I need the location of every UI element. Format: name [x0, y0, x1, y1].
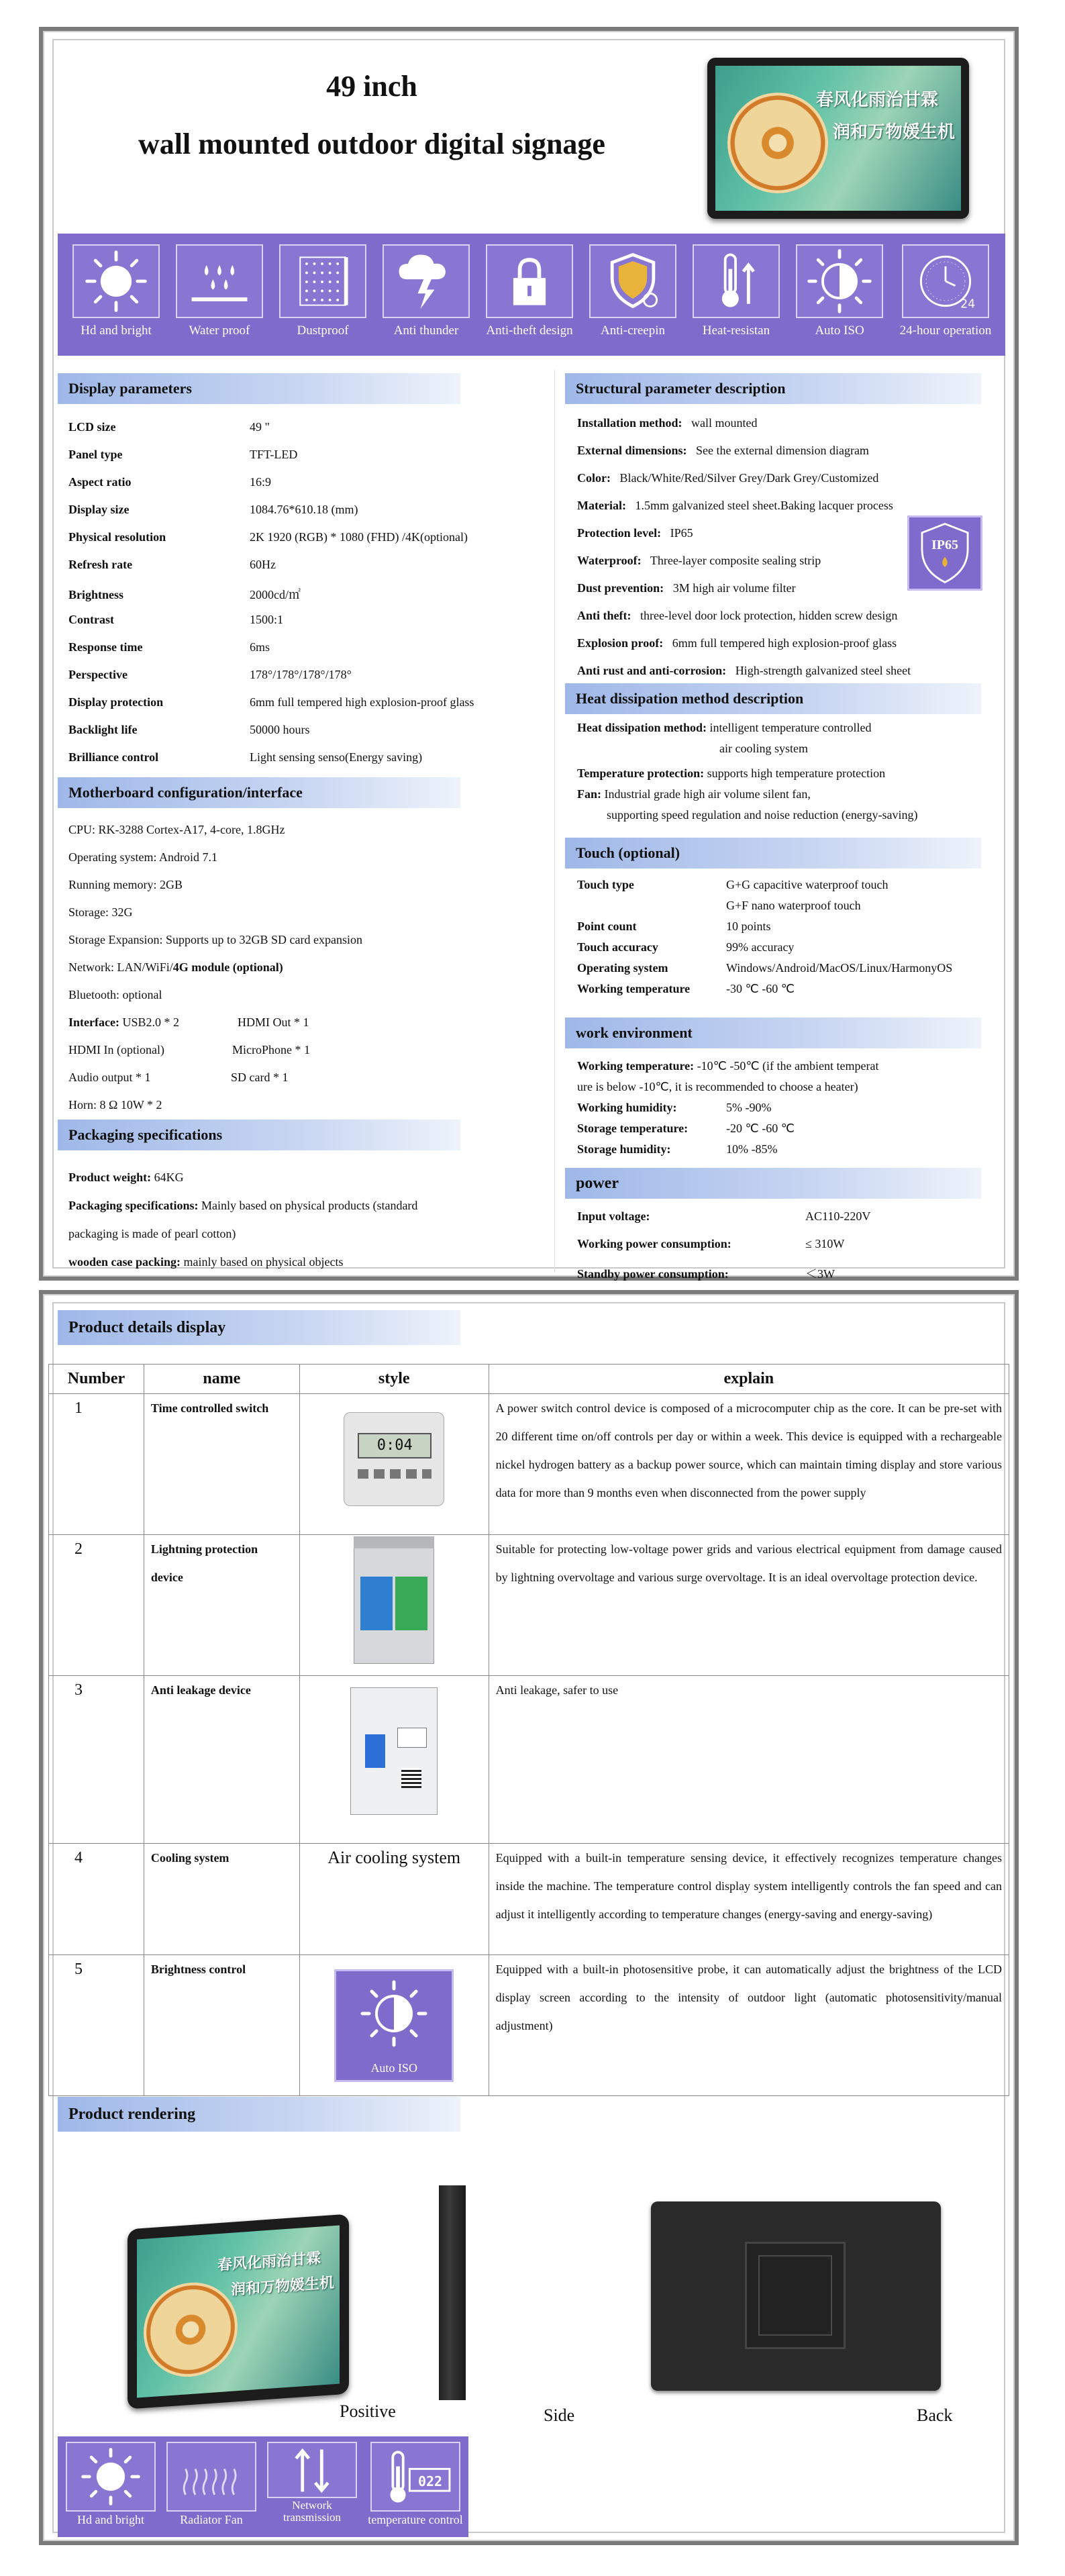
os-row: Operating system: Android 7.1	[68, 850, 217, 864]
feature-network	[264, 2442, 360, 2524]
structural-param-row	[577, 499, 893, 513]
heat-method-row	[577, 721, 871, 735]
positive-view-image	[128, 2214, 349, 2409]
feature-label: Anti thunder	[393, 324, 459, 338]
feature-label: Network transmission	[283, 2499, 341, 2524]
display-param-row	[68, 503, 358, 517]
touch-accuracy-label: Touch accuracy	[577, 940, 658, 954]
display-param-row	[68, 750, 422, 764]
column-header-style: style	[299, 1365, 489, 1394]
sun-icon	[67, 2443, 154, 2510]
table-header-row	[49, 1365, 1009, 1394]
env-humidity-value: 5% -90%	[726, 1101, 772, 1114]
param-label: Brilliance control	[68, 750, 159, 764]
touch-temp-value: -30 ℃ -60 ℃	[726, 982, 795, 995]
water-drops-icon	[177, 246, 262, 317]
feature-anti-creepin	[585, 244, 680, 338]
row-number: 5	[49, 1955, 144, 2096]
structural-param-row	[577, 471, 878, 485]
env-temp-row2: ure is below -10℃, it is recommended to choose a heater)	[577, 1080, 858, 1093]
product-details-heading: Product details display	[58, 1310, 460, 1345]
param-value: 2000cd/㎡	[250, 588, 301, 601]
sd-row: SD card * 1	[231, 1071, 289, 1084]
param-value: 50000 hours	[250, 723, 310, 736]
side-label: Side	[544, 2406, 575, 2425]
feature-temperature-control	[365, 2442, 466, 2527]
wooden-case-row	[68, 1255, 343, 1269]
display-params-heading: Display parameters	[58, 373, 460, 404]
feature-dustproof	[275, 244, 370, 338]
table-row	[49, 1535, 1009, 1676]
env-temp-label: Working temperature:	[577, 1059, 695, 1073]
param-value: 60Hz	[250, 558, 276, 571]
touch-temp-label: Working temperature	[577, 982, 691, 995]
row-style	[299, 1394, 489, 1535]
timer-lcd: 0:04	[358, 1433, 432, 1458]
touch-accuracy-value: 99% accuracy	[726, 940, 795, 954]
feature-hd-bright	[63, 2442, 158, 2527]
display-param-row	[68, 640, 270, 654]
ip65-badge	[907, 515, 982, 591]
param-value: High-strength galvanized steel sheet	[735, 664, 911, 677]
temp-digits: 022	[417, 2473, 443, 2489]
back-view-image	[651, 2201, 941, 2391]
param-label: Protection level:	[577, 526, 662, 540]
touch-point-label: Point count	[577, 920, 637, 933]
lock-icon	[487, 246, 572, 317]
touch-os-label: Operating system	[577, 961, 668, 975]
param-value: TFT-LED	[250, 448, 298, 461]
row-style	[299, 1955, 489, 2096]
param-value: Black/White/Red/Silver Grey/Dark Grey/Customized	[619, 471, 879, 485]
row-name: Cooling system	[144, 1844, 299, 1955]
touch-type-row	[577, 878, 889, 892]
display-param-row	[68, 613, 283, 627]
column-header-number: Number	[49, 1365, 144, 1394]
row-explain: Equipped with a built-in photosensitive probe, it can automatically adjust the brightness of the LCD display screen according to the intensity of outdoor light (automatic photosensitivity/manual adjustment)	[489, 1955, 1009, 2096]
row-explain: Suitable for protecting low-voltage power grids and various electrical equipment from damage caused by lightning overvoltage and various surge overvoltage. It is an ideal overvoltage protection device.	[489, 1535, 1009, 1676]
param-label: Installation method:	[577, 416, 682, 430]
screen-text-1: 春风化雨治甘霖	[816, 90, 939, 110]
param-label: Color:	[577, 471, 611, 485]
param-label: LCD size	[68, 420, 116, 434]
screen-text-1: 春风化雨治甘霖	[217, 2249, 321, 2275]
power-row	[577, 1265, 835, 1282]
signage-screen	[715, 66, 961, 211]
feature-heat-resistan	[689, 244, 784, 338]
packaging-heading: Packaging specifications	[58, 1120, 460, 1150]
fan-label: Fan:	[577, 787, 601, 801]
row-style	[299, 1676, 489, 1844]
lightning-cloud-icon	[384, 246, 468, 317]
feature-label: Auto ISO	[815, 324, 864, 338]
product-details-table	[48, 1364, 1009, 2096]
param-label: External dimensions:	[577, 444, 687, 457]
param-value: 3M high air volume filter	[672, 581, 796, 595]
param-label: Perspective	[68, 668, 128, 681]
ip65-badge-label: IP65	[931, 538, 958, 552]
title-line1: 49 inch	[326, 70, 417, 103]
structural-param-row	[577, 416, 758, 430]
param-value: 6mm full tempered high explosion-proof glass	[250, 695, 474, 709]
param-label: Panel type	[68, 448, 123, 461]
row-explain: Equipped with a built-in temperature sensing device, it effectively recognizes temperature changes inside the machine. The temperature control display system intelligently controls the fan speed and can adjust it intelligently according to temperature changes (energy-saving and energy-saving)	[489, 1844, 1009, 1955]
param-label: Contrast	[68, 613, 114, 626]
feature-label: temperature control	[368, 2513, 463, 2526]
param-label: Anti theft:	[577, 609, 631, 622]
fan-value: Industrial grade high air volume silent fan,	[604, 787, 811, 801]
param-label: Backlight life	[68, 723, 138, 736]
feature-label: Anti-creepin	[600, 324, 665, 338]
feature-label: 24-hour operation	[899, 324, 992, 338]
param-value: 1.5mm galvanized steel sheet.Baking lacquer process	[635, 499, 893, 512]
shield-icon	[591, 246, 675, 317]
param-value: 1084.76*610.18 (mm)	[250, 503, 358, 516]
param-label: Standby power consumption:	[577, 1267, 729, 1281]
row-number: 3	[49, 1676, 144, 1844]
storage-temp-value: -20 ℃ -60 ℃	[726, 1122, 795, 1135]
heat-method-label: Heat dissipation method:	[577, 721, 707, 734]
touch-type-value: G+G capacitive waterproof touch	[726, 878, 889, 891]
timer-buttons	[358, 1469, 432, 1479]
feature-label: Dustproof	[297, 324, 349, 338]
side-view-image	[439, 2185, 466, 2400]
fan-graphic	[144, 2279, 238, 2380]
storage-row: Storage: 32G	[68, 905, 133, 919]
env-humidity-row	[577, 1101, 771, 1115]
packaging-spec-row2: packaging is made of pearl cotton)	[68, 1227, 236, 1240]
row-explain: A power switch control device is composed of a microcomputer chip as the core. It can be pre-set with 20 different time on/off controls per day or within a week. This device is equipped with a rechargeable nickel hydrogen battery as a backup power source, which can maintain timing display and store various data for more than 9 months even when disconnected from the power supply	[489, 1394, 1009, 1535]
param-value: ＜3W	[805, 1267, 835, 1281]
network-row	[68, 960, 283, 975]
param-value: See the external dimension diagram	[696, 444, 869, 457]
feature-water-proof	[172, 244, 267, 338]
structural-param-row	[577, 609, 897, 623]
table-row	[49, 1394, 1009, 1535]
touch-heading: Touch (optional)	[565, 838, 981, 869]
touch-point-row	[577, 920, 771, 934]
param-label: Working power consumption:	[577, 1237, 731, 1250]
param-label: Display protection	[68, 695, 164, 709]
ram-row: Running memory: 2GB	[68, 878, 183, 891]
param-value: 16:9	[250, 475, 272, 489]
row-name: Time controlled switch	[144, 1394, 299, 1535]
touch-type-row2: G+F nano waterproof touch	[726, 899, 861, 912]
storage-humidity-value: 10% -85%	[726, 1142, 778, 1156]
storage-humidity-row	[577, 1142, 777, 1156]
timer-switch-image	[344, 1412, 444, 1506]
touch-type-label: Touch type	[577, 878, 634, 891]
param-label: Explosion proof:	[577, 636, 664, 650]
heat-method-row2: air cooling system	[719, 742, 808, 755]
param-label: Display size	[68, 503, 130, 516]
network-arrows-icon	[268, 2443, 356, 2497]
display-param-row	[68, 475, 271, 489]
microphone-row: MicroPhone * 1	[232, 1043, 310, 1056]
feature-anti-thunder	[378, 244, 474, 338]
param-value: wall mounted	[691, 416, 758, 430]
param-label: Physical resolution	[68, 530, 166, 544]
row-name: Anti leakage device	[144, 1676, 299, 1844]
structural-param-row	[577, 664, 911, 678]
param-value: Light sensing senso(Energy saving)	[250, 750, 423, 764]
touch-accuracy-row	[577, 940, 794, 954]
touch-temp-row	[577, 982, 795, 996]
touch-point-value: 10 points	[726, 920, 771, 933]
power-row	[577, 1237, 844, 1251]
feature-label: Anti-theft design	[486, 324, 573, 338]
svg-text:24: 24	[960, 297, 976, 311]
param-label: Input voltage:	[577, 1209, 650, 1223]
column-header-explain: explain	[489, 1365, 1009, 1394]
display-param-row	[68, 558, 276, 572]
structural-param-row	[577, 636, 897, 650]
title-line2: wall mounted outdoor digital signage	[138, 128, 605, 160]
structural-param-row	[577, 554, 821, 568]
heat-heading: Heat dissipation method description	[565, 683, 981, 714]
screen-text-2: 润和万物媛生机	[833, 122, 956, 142]
row-number: 2	[49, 1535, 144, 1676]
bottom-feature-bar	[58, 2436, 468, 2537]
row-style: Air cooling system	[299, 1844, 489, 1955]
fan-graphic	[727, 93, 828, 193]
param-value: Three-layer composite sealing strip	[650, 554, 821, 567]
param-label: Material:	[577, 499, 626, 512]
param-label: Anti rust and anti-corrosion:	[577, 664, 727, 677]
display-param-row	[68, 723, 310, 737]
auto-iso-badge	[334, 1969, 454, 2082]
param-value: 6mm full tempered high explosion-proof glass	[672, 636, 897, 650]
env-humidity-label: Working humidity:	[577, 1101, 677, 1114]
row-number: 1	[49, 1394, 144, 1535]
param-label: Waterproof:	[577, 554, 642, 567]
hdmi-out-row: HDMI Out * 1	[238, 1015, 309, 1029]
feature-label: Radiator Fan	[180, 2513, 243, 2526]
temp-protection-row	[577, 766, 885, 781]
param-label: Dust prevention:	[577, 581, 664, 595]
table-row	[49, 1955, 1009, 2096]
structural-param-row	[577, 581, 796, 595]
table-row	[49, 1844, 1009, 1955]
param-label: Response time	[68, 640, 143, 654]
environment-heading: work environment	[565, 1018, 981, 1048]
feature-label: Hd and bright	[81, 324, 152, 338]
dust-grid-icon	[281, 246, 365, 317]
param-label: Refresh rate	[68, 558, 133, 571]
wood-label: wooden case packing:	[68, 1255, 181, 1269]
interface-row	[68, 1015, 179, 1030]
env-temp-value: -10℃ -50℃ (if the ambient temperat	[697, 1059, 879, 1073]
half-sun-icon	[797, 246, 882, 317]
param-value: three-level door lock protection, hidden screw design	[640, 609, 898, 622]
param-value: 2K 1920 (RGB) * 1080 (FHD) /4K(optional)	[250, 530, 468, 544]
bluetooth-row: Bluetooth: optional	[68, 988, 162, 1001]
row-explain: Anti leakage, safer to use	[489, 1676, 1009, 1844]
row-name: Lightning protection device	[144, 1535, 299, 1676]
feature-radiator-fan	[164, 2442, 259, 2527]
interface-value: USB2.0 * 2	[122, 1015, 179, 1029]
structural-heading: Structural parameter description	[565, 373, 981, 404]
row-number: 4	[49, 1844, 144, 1955]
column-divider	[554, 370, 555, 1273]
leakage-breaker-image	[350, 1681, 438, 1828]
feature-label: Water proof	[189, 324, 250, 338]
ip65-shield-icon	[909, 517, 980, 589]
spec-sheet-panel	[39, 27, 1019, 1281]
network-prefix: Network: LAN/WiFi/	[68, 960, 173, 974]
param-value: 178°/178°/178°/178°	[250, 668, 352, 681]
display-param-row	[68, 585, 301, 603]
half-sun-icon	[350, 1977, 438, 2050]
structural-param-row	[577, 444, 869, 458]
param-value: 49 "	[250, 420, 270, 434]
table-row	[49, 1676, 1009, 1844]
hdmi-in-row: HDMI In (optional)	[68, 1043, 164, 1056]
storage-temp-row	[577, 1122, 795, 1136]
feature-label: Heat-resistan	[702, 324, 770, 338]
param-value: 1500:1	[250, 613, 284, 626]
positive-label: Positive	[340, 2401, 396, 2421]
weight-value: 64KG	[154, 1171, 184, 1184]
param-value: IP65	[670, 526, 693, 540]
audio-row: Audio output * 1	[68, 1071, 151, 1084]
param-label: Brightness	[68, 588, 124, 601]
env-temp-row	[577, 1059, 878, 1073]
interface-label: Interface:	[68, 1015, 119, 1029]
display-param-row	[68, 420, 270, 434]
packaging-spec-row	[68, 1199, 417, 1213]
power-row	[577, 1209, 870, 1224]
touch-os-row	[577, 961, 952, 975]
feature-icon-bar	[58, 234, 1005, 356]
fan-row2: supporting speed regulation and noise reduction (energy-saving)	[607, 808, 918, 822]
auto-iso-label: Auto ISO	[370, 2061, 417, 2075]
display-param-row	[68, 530, 468, 544]
param-value: ≤ 310W	[805, 1237, 845, 1250]
storage-temp-label: Storage temperature:	[577, 1122, 689, 1135]
screen-text-2: 润和万物媛生机	[231, 2273, 335, 2299]
power-heading: power	[565, 1168, 981, 1199]
display-param-row	[68, 695, 474, 709]
wood-value: mainly based on physical objects	[183, 1255, 344, 1269]
param-value: 6ms	[250, 640, 270, 654]
network-4g: 4G module (optional)	[172, 960, 283, 974]
product-details-panel	[39, 1290, 1019, 2545]
heat-method-value: intelligent temperature controlled	[709, 721, 872, 734]
param-label: Aspect ratio	[68, 475, 132, 489]
feature-auto-iso	[792, 244, 887, 338]
cpu-row: CPU: RK-3288 Cortex-A17, 4-core, 1.8GHz	[68, 823, 285, 836]
structural-param-row	[577, 526, 693, 540]
param-value: AC110-220V	[805, 1209, 871, 1223]
back-label: Back	[917, 2406, 953, 2425]
fan-row	[577, 787, 811, 801]
weight-row	[68, 1171, 184, 1185]
feature-24-hour	[895, 244, 996, 338]
motherboard-heading: Motherboard configuration/interface	[58, 777, 460, 808]
display-param-row	[68, 448, 297, 462]
radiator-fan-icon	[168, 2443, 255, 2510]
rendering-heading: Product rendering	[58, 2097, 460, 2132]
feature-anti-theft	[482, 244, 577, 338]
temp-protection-label: Temperature protection:	[577, 766, 705, 780]
temp-protection-value: supports high temperature protection	[707, 766, 886, 780]
touch-os-value: Windows/Android/MacOS/Linux/HarmonyOS	[726, 961, 953, 975]
display-param-row	[68, 668, 352, 682]
thermometer-icon	[694, 246, 778, 317]
feature-hd-bright	[68, 244, 164, 338]
sun-icon	[74, 246, 158, 317]
horn-row: Horn: 8 Ω 10W * 2	[68, 1098, 162, 1111]
row-style	[299, 1535, 489, 1676]
spec-label: Packaging specifications:	[68, 1199, 199, 1212]
row-name: Brightness control	[144, 1955, 299, 2096]
signage-product-image	[707, 58, 969, 219]
surge-protector-image	[354, 1536, 434, 1664]
expansion-row: Storage Expansion: Supports up to 32GB SD card expansion	[68, 933, 362, 946]
clock-24-icon	[903, 246, 988, 317]
weight-label: Product weight:	[68, 1171, 152, 1184]
feature-label: Hd and bright	[77, 2513, 144, 2526]
spec-value: Mainly based on physical products (standard	[201, 1199, 418, 1212]
positive-screen	[137, 2225, 340, 2397]
storage-humidity-label: Storage humidity:	[577, 1142, 671, 1156]
column-header-name: name	[144, 1365, 299, 1394]
